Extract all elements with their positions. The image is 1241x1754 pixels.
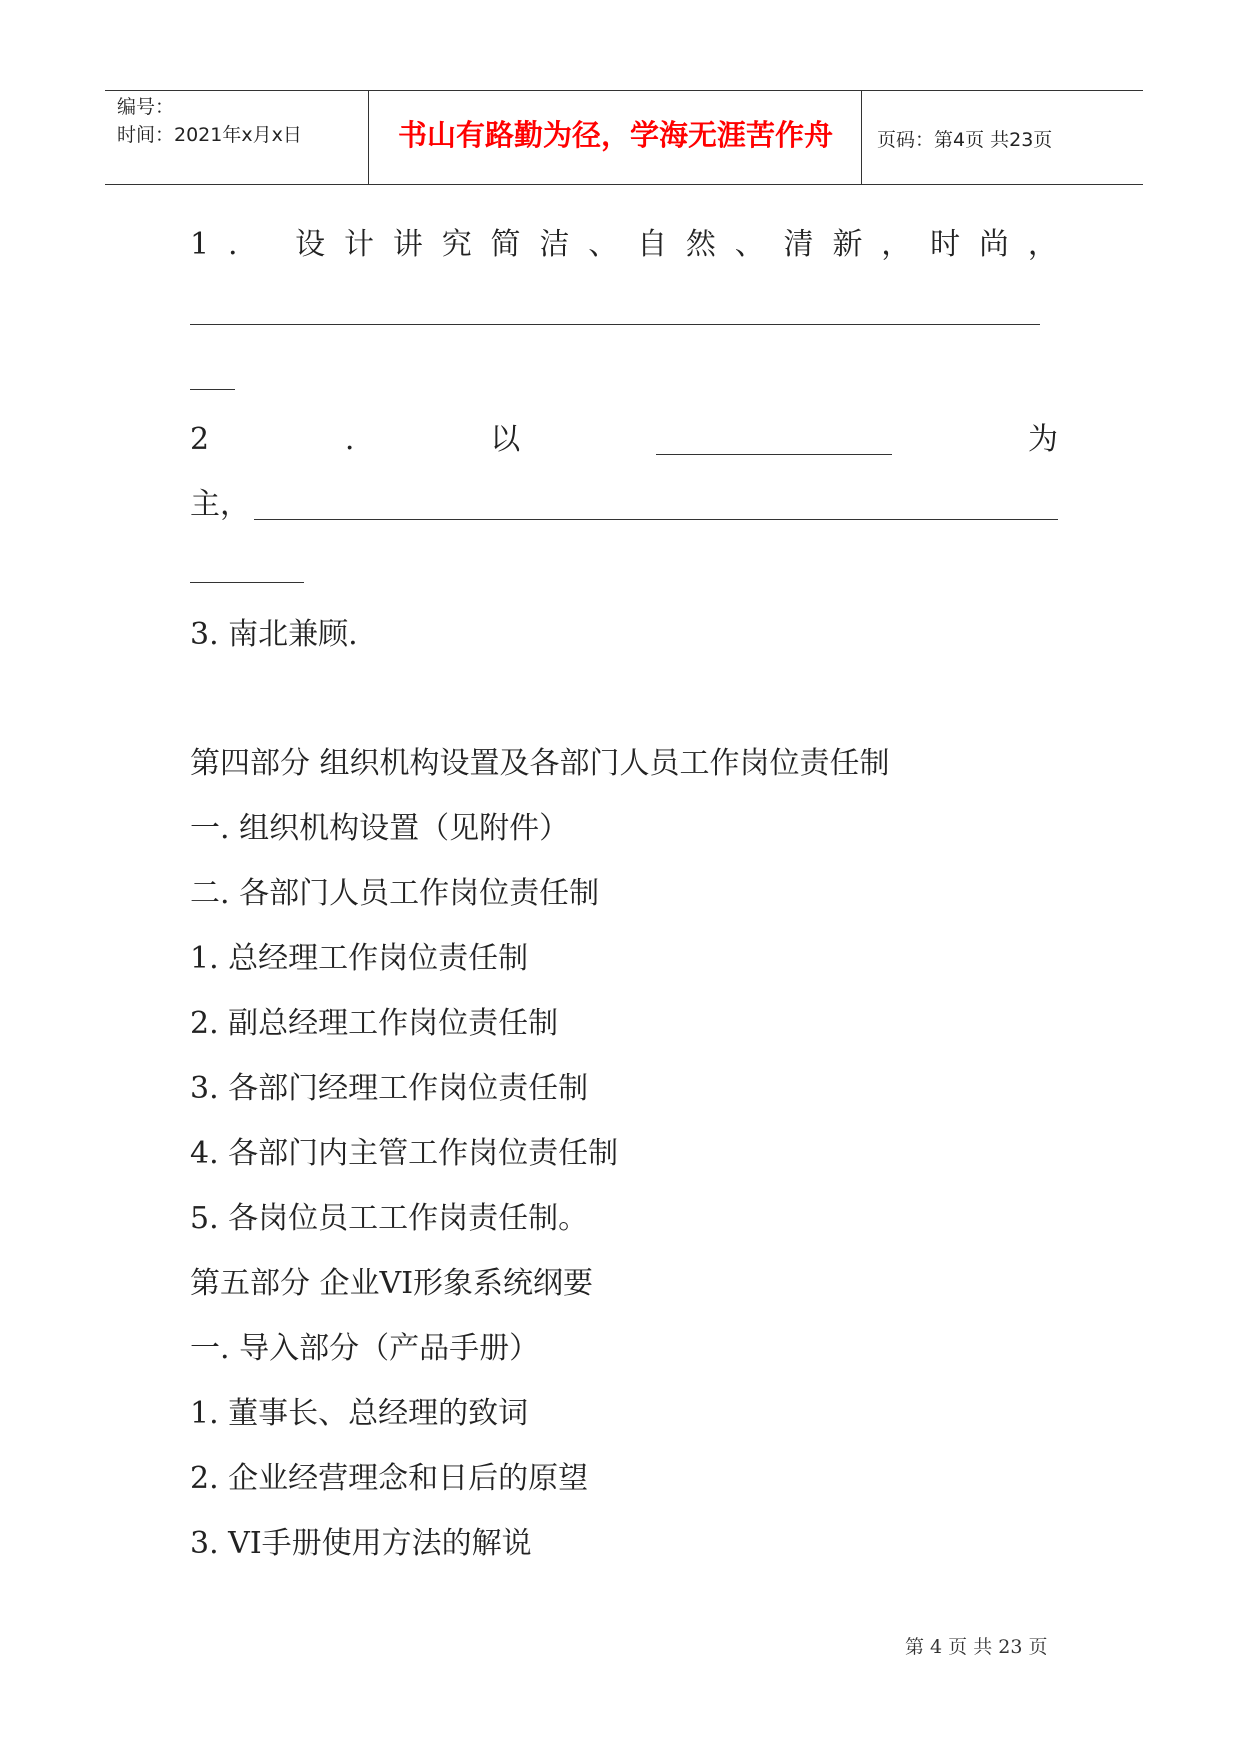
line-char: 以 [490, 422, 521, 457]
line-text: 主， [190, 487, 250, 522]
line-char: 简 [490, 227, 521, 262]
line-char: 洁 [539, 227, 570, 262]
line-char: 计 [344, 227, 375, 262]
line-char: 2 [190, 422, 210, 457]
fill-in-blank [656, 420, 892, 455]
header-page-label: 页码：第4页 共23页 [877, 129, 1053, 151]
list-item: 5. 各岗位员工工作岗责任制。 [190, 1201, 589, 1236]
list-item: 2. 企业经营理念和日后的原望 [190, 1461, 589, 1496]
list-item: 2. 副总经理工作岗位责任制 [190, 1006, 559, 1041]
list-item: 1. 总经理工作岗位责任制 [190, 941, 529, 976]
line-char: 自 [637, 227, 668, 262]
list-item: 1. 董事长、总经理的致词 [190, 1396, 529, 1431]
line-char: 设 [295, 227, 326, 262]
header-meta [117, 93, 302, 149]
time-label: 时间：2021年x月x日 [117, 124, 302, 146]
line-char: 讲 [392, 227, 423, 262]
line-char: . [344, 422, 355, 457]
list-item: 4. 各部门内主管工作岗位责任制 [190, 1136, 619, 1171]
list-item: 3. VI手册使用方法的解说 [190, 1526, 532, 1561]
page-footer: 第 4 页 共 23 页 [905, 1636, 1048, 1658]
line-char: 新 [832, 227, 863, 262]
fill-in-blank [190, 324, 1040, 325]
header-divider [861, 91, 862, 184]
line-char: . [227, 227, 238, 262]
line-char: 究 [441, 227, 472, 262]
body-line-2 [190, 420, 1058, 460]
list-item: 3. 各部门经理工作岗位责任制 [190, 1071, 589, 1106]
section-heading: 第四部分 组织机构设置及各部门人员工作岗位责任制 [190, 746, 890, 781]
fill-in-blank [254, 519, 1058, 520]
line-char: ， [1027, 227, 1058, 262]
list-item: 二. 各部门人员工作岗位责任制 [190, 876, 600, 911]
header-motto: 书山有路勤为径，学海无涯苦作舟 [397, 118, 833, 152]
body-line-2b [190, 485, 250, 525]
line-char: 尚 [978, 227, 1009, 262]
body-line-1 [190, 225, 1058, 265]
section-heading: 第五部分 企业VI形象系统纲要 [190, 1266, 594, 1301]
fill-in-blank [190, 389, 235, 390]
line-char: 清 [783, 227, 814, 262]
body-line-3: 3. 南北兼顾. [190, 617, 358, 652]
line-char: 然 [685, 227, 716, 262]
line-char: 、 [734, 227, 765, 262]
fill-in-blank [190, 582, 304, 583]
page-header [105, 90, 1143, 185]
line-char: ， [881, 227, 912, 262]
line-char: 时 [930, 227, 961, 262]
serial-label: 编号： [117, 96, 175, 118]
header-divider [368, 91, 369, 184]
list-item: 一. 导入部分（产品手册） [190, 1331, 540, 1366]
line-char: 为 [1027, 422, 1058, 457]
line-char: 1 [190, 227, 210, 262]
list-item: 一. 组织机构设置（见附件） [190, 811, 570, 846]
line-char: 、 [588, 227, 619, 262]
